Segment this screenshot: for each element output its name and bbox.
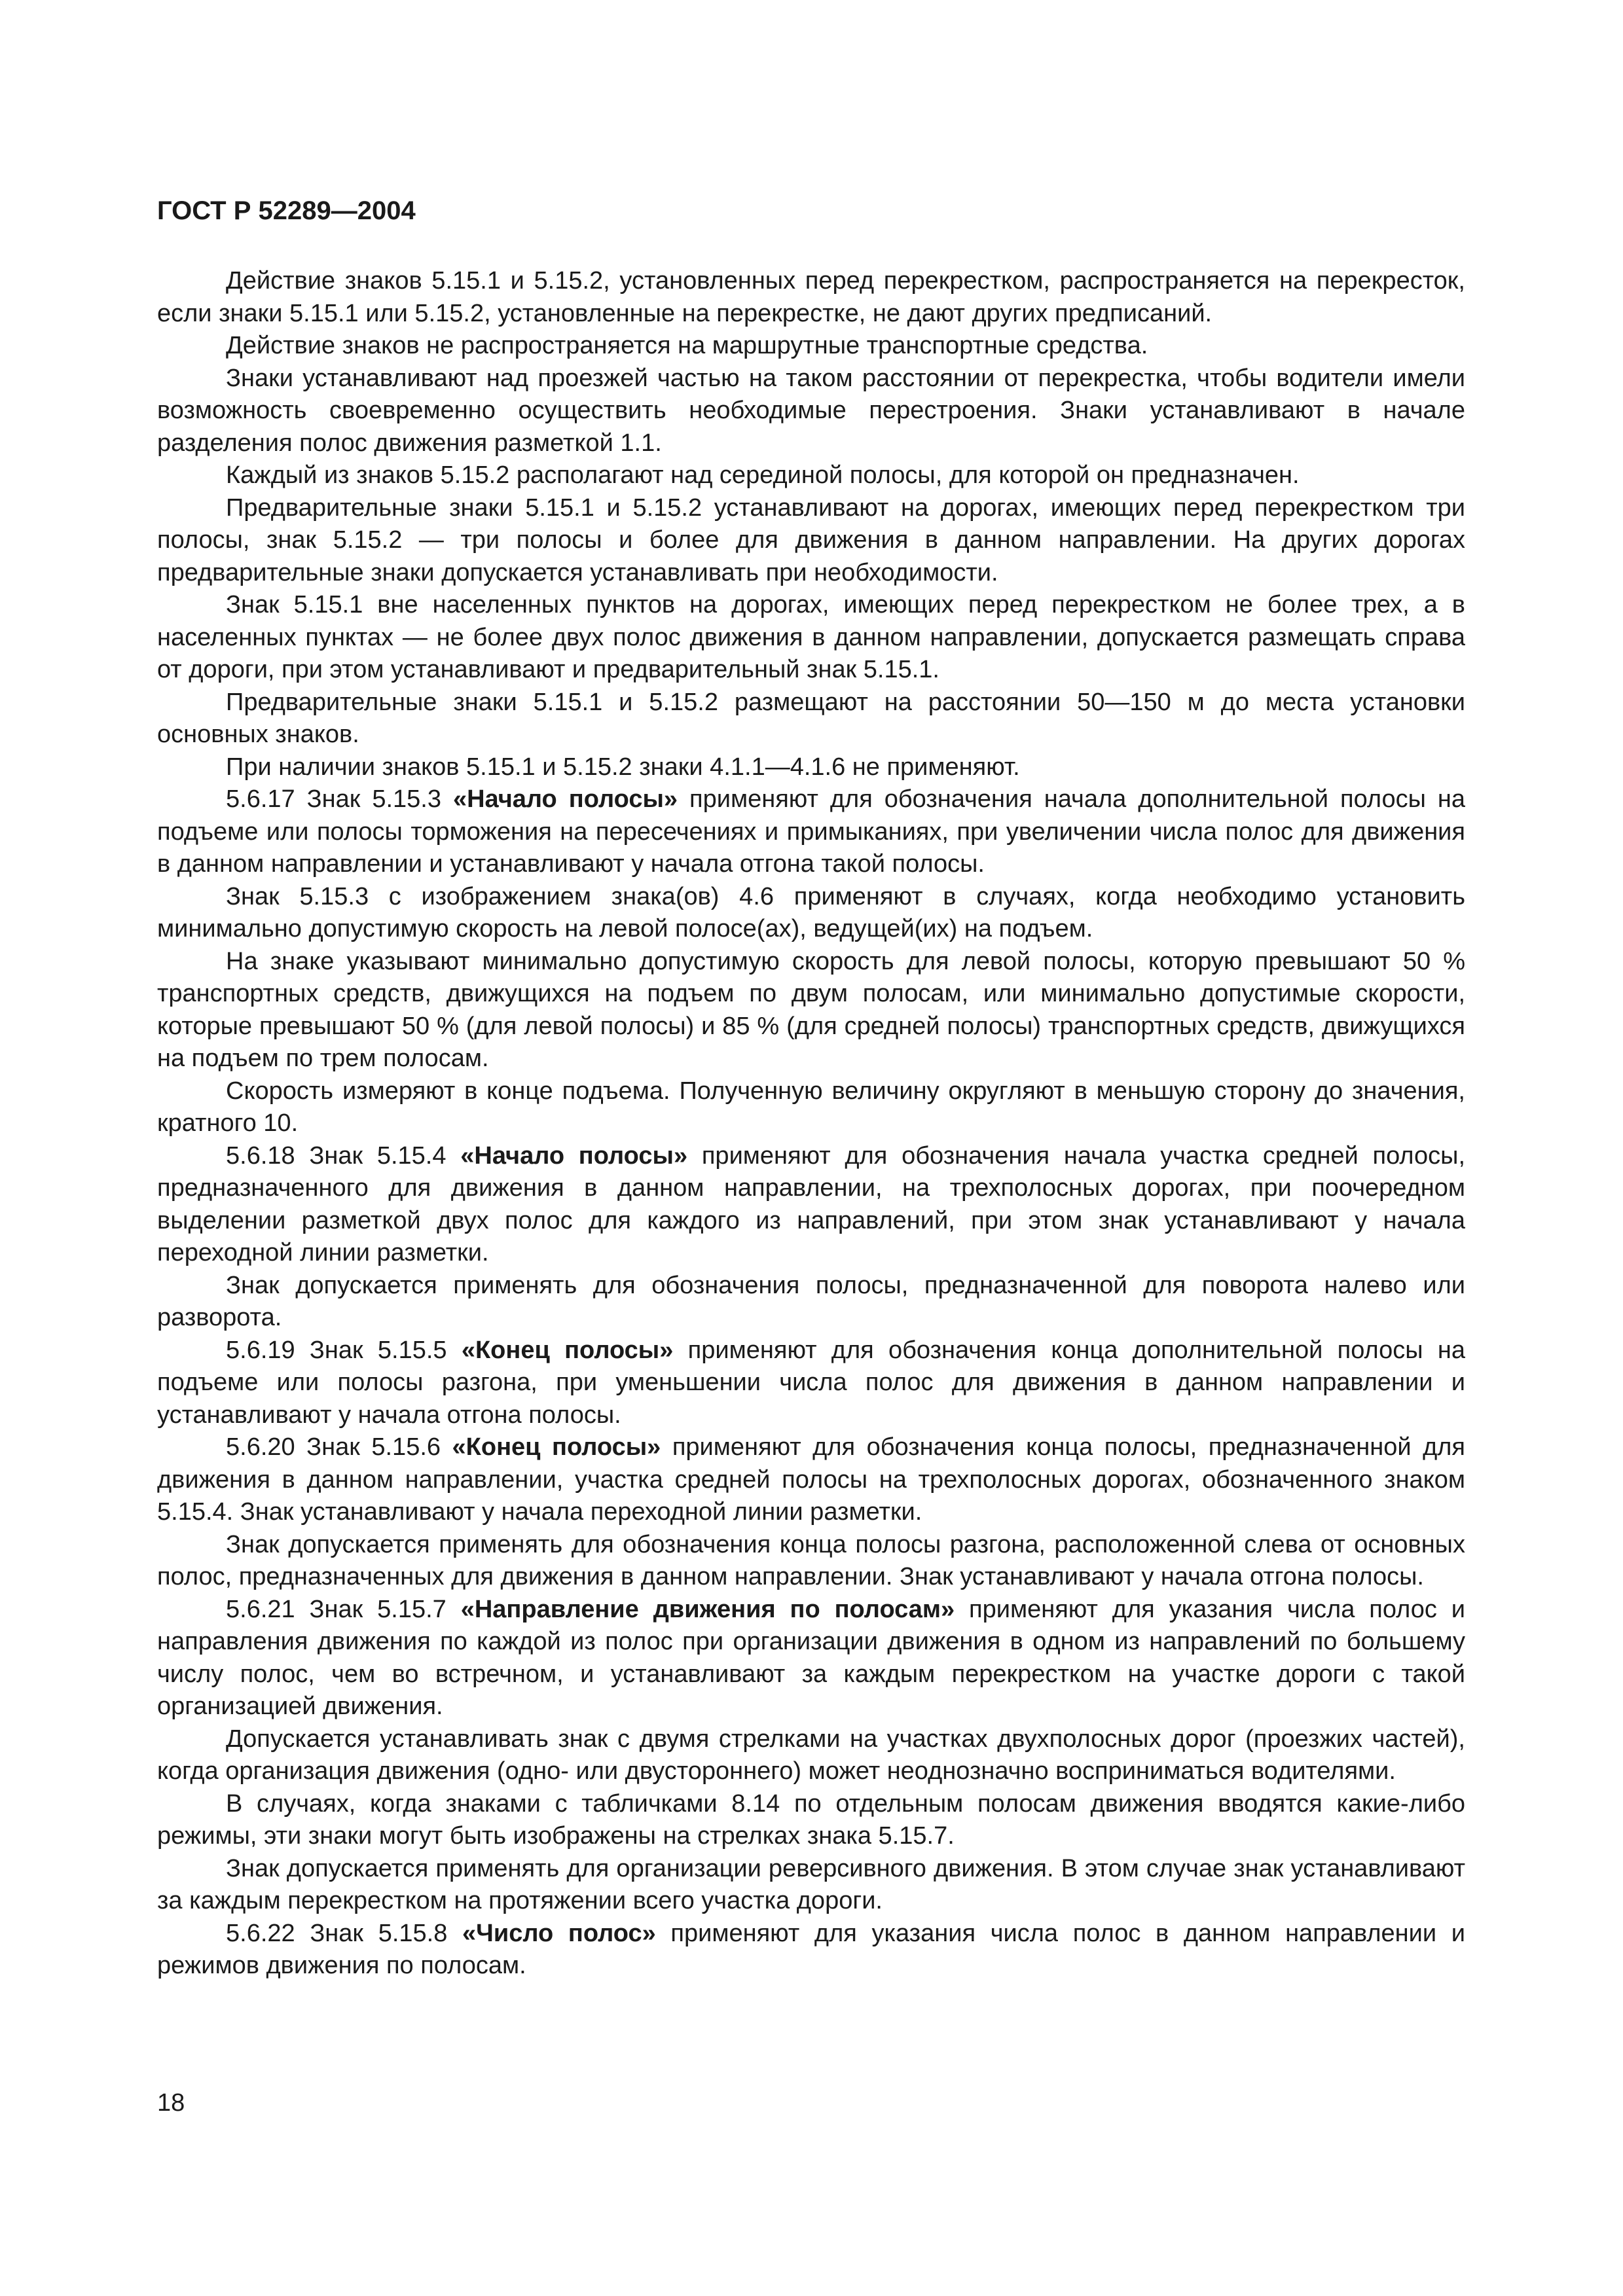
paragraph	[157, 330, 1465, 363]
paragraph-text: Знаки устанавливают над проезжей частью на таком расстоянии от перекрестка, чтобы водители имели возможность своевременно осуществить необходимые перестроения. Знаки устанавливают в начале разделения полос движения разметкой 1.1.	[157, 364, 1465, 457]
paragraph-text: Каждый из знаков 5.15.2 располагают над серединой полосы, для которой он предназначен.	[226, 461, 1300, 489]
paragraph-text: Действие знаков 5.15.1 и 5.15.2, установленных перед перекрестком, распространяется на перекресток, если знаки 5.15.1 или 5.15.2, установленные на перекрестке, не дают других предписаний.	[157, 267, 1465, 327]
paragraph	[157, 1788, 1465, 1853]
paragraph	[157, 265, 1465, 330]
section-number: 5.6.19 Знак 5.15.5	[226, 1336, 462, 1364]
paragraph-text: применяют для указания числа полос и направления движения по каждой из полос при организации движения в одном из направлений по большему числу полос, чем во встречном, и устанавливают за каждым перекрестком на участке дороги с такой организацией движения.	[157, 1595, 1466, 1720]
paragraph-text: применяют для обозначения начала дополнительной полосы на подъеме или полосы торможения на пересечениях и примыканиях, при увеличении числа полос для движения в данном направлении и устанавливают у начала отгона такой полосы.	[157, 785, 1466, 878]
sign-name: «Направление движения по полосам»	[460, 1595, 955, 1623]
document-header: ГОСТ Р 52289—2004	[157, 196, 416, 225]
paragraph	[157, 1075, 1465, 1140]
paragraph	[157, 1723, 1465, 1788]
paragraph-text: применяют для указания числа полос в данном направлении и режимов движения по полосам.	[157, 1919, 1466, 1979]
sign-name: «Начало полосы»	[452, 785, 678, 813]
paragraph	[157, 1529, 1465, 1594]
section-5-6-22	[157, 1918, 1465, 1982]
paragraph	[157, 363, 1465, 460]
paragraph-text: Скорость измеряют в конце подъема. Полученную величину округляют в меньшую сторону до значения, кратного 10.	[157, 1077, 1465, 1137]
section-5-6-18	[157, 1140, 1465, 1270]
paragraph-text: Действие знаков не распространяется на маршрутные транспортные средства.	[226, 332, 1148, 359]
paragraph-text: Знак допускается применять для обозначения полосы, предназначенной для поворота налево или разворота.	[157, 1271, 1465, 1331]
section-5-6-19	[157, 1335, 1465, 1432]
paragraph	[157, 492, 1465, 590]
section-5-6-20	[157, 1431, 1465, 1529]
paragraph-text: применяют для обозначения начала участка средней полосы, предназначенного для движения в данном направлении, на трехполосных дорогах, при поочередном выделении разметкой двух полос для каждого из направлений, при этом знак устанавливают у начала переходной линии разметки.	[157, 1141, 1466, 1266]
section-number: 5.6.22 Знак 5.15.8	[226, 1919, 463, 1947]
paragraph-text: применяют для обозначения конца дополнительной полосы на подъеме или полосы разгона, при уменьшении числа полос для движения в данном направлении и устанавливают у начала отгона полосы.	[157, 1336, 1465, 1429]
paragraph-text: Знак допускается применять для организации реверсивного движения. В этом случае знак устанавливают за каждым перекрестком на протяжении всего участка дороги.	[157, 1854, 1465, 1914]
sign-name: «Конец полосы»	[461, 1336, 674, 1364]
document-body	[157, 265, 1465, 1982]
paragraph-text: Знак допускается применять для обозначения конца полосы разгона, расположенной слева от основных полос, предназначенных для движения в данном направлении. Знак устанавливают у начала отгона полосы.	[157, 1530, 1465, 1590]
section-number: 5.6.18 Знак 5.15.4	[226, 1141, 461, 1170]
paragraph-text: Допускается устанавливать знак с двумя стрелками на участках двухполосных дорог (проезжих частей), когда организация движения (одно- или двустороннего) может неоднозначно восприниматься водителями.	[157, 1725, 1465, 1785]
paragraph	[157, 687, 1465, 751]
section-number: 5.6.21 Знак 5.15.7	[226, 1595, 461, 1623]
section-5-6-17	[157, 783, 1465, 881]
paragraph-text: В случаях, когда знаками с табличками 8.14 по отдельным полосам движения вводятся какие-либо режимы, эти знаки могут быть изображены на стрелках знака 5.15.7.	[157, 1789, 1465, 1850]
paragraph	[157, 589, 1465, 687]
paragraph	[157, 459, 1465, 492]
page-number: 18	[157, 2089, 185, 2117]
section-number: 5.6.20 Знак 5.15.6	[226, 1433, 452, 1461]
paragraph	[157, 751, 1465, 784]
paragraph	[157, 946, 1465, 1075]
paragraph-text: Предварительные знаки 5.15.1 и 5.15.2 устанавливают на дорогах, имеющих перед перекрестком три полосы, знак 5.15.2 — три полосы и более для движения в данном направлении. На других дорогах предварительные знаки допускается устанавливать при необходимости.	[157, 493, 1465, 586]
paragraph-text: На знаке указывают минимально допустимую скорость для левой полосы, которую превышают 50 % транспортных средств, движущихся на подъем по двум полосам, или минимально допустимые скорости, которые превышают 50 % (для левой полосы) и 85 % (для средней полосы) транспортных средств, движущихся на подъем по трем полосам.	[157, 947, 1465, 1072]
section-5-6-21	[157, 1594, 1465, 1723]
section-number: 5.6.17 Знак 5.15.3	[226, 785, 453, 813]
paragraph-text: применяют для обозначения конца полосы, предназначенной для движения в данном направлении, участка средней полосы на трехполосных дорогах, обозначенного знаком 5.15.4. Знак устанавливают у начала переходной линии разметки.	[157, 1433, 1465, 1526]
paragraph	[157, 1270, 1465, 1335]
sign-name: «Конец полосы»	[452, 1433, 661, 1461]
paragraph	[157, 881, 1465, 946]
paragraph-text: При наличии знаков 5.15.1 и 5.15.2 знаки 4.1.1—4.1.6 не применяют.	[226, 753, 1020, 781]
sign-name: «Начало полосы»	[460, 1141, 688, 1170]
paragraph-text: Знак 5.15.3 с изображением знака(ов) 4.6 применяют в случаях, когда необходимо установить минимально допустимую скорость на левой полосе(ах), ведущей(их) на подъем.	[157, 882, 1465, 942]
paragraph	[157, 1853, 1465, 1918]
sign-name: «Число полос»	[462, 1919, 656, 1947]
paragraph-text: Предварительные знаки 5.15.1 и 5.15.2 размещают на расстоянии 50—150 м до места установки основных знаков.	[157, 688, 1465, 748]
paragraph-text: Знак 5.15.1 вне населенных пунктов на дорогах, имеющих перед перекрестком не более трех, а в населенных пунктах — не более двух полос движения в данном направлении, допускается размещать справа от дороги, при этом устанавливают и предварительный знак 5.15.1.	[157, 591, 1465, 683]
